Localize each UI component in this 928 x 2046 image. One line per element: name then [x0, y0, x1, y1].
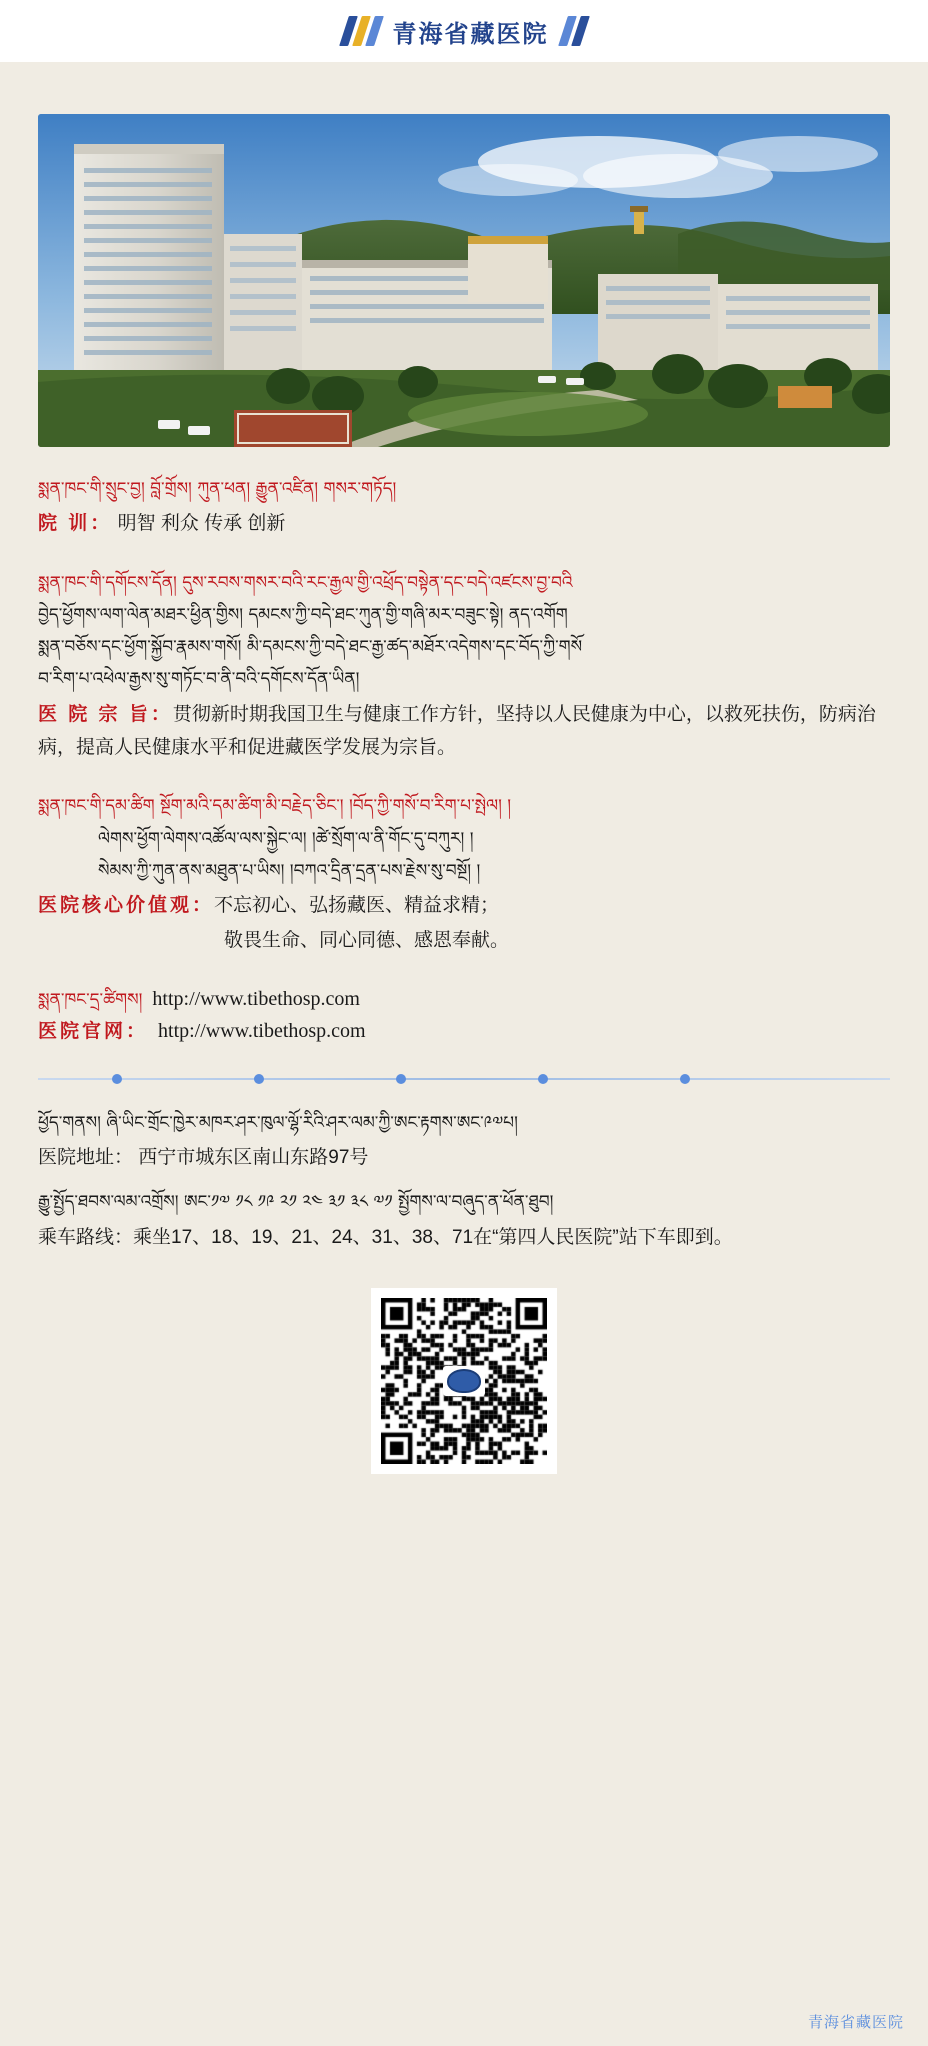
divider-bar	[38, 1078, 890, 1080]
motto-cn-row	[38, 507, 890, 540]
purpose-cn-text: 贯彻新时期我国卫生与健康工作方针，坚持以人民健康为中心，以救死扶伤，防病治病，提高人民健康水平和促进藏医学发展为宗旨。	[38, 703, 876, 758]
purpose-block	[38, 567, 890, 765]
header-right-slashes	[563, 16, 585, 46]
purpose-tibetan-line-2: བྱེད་ཕྱོགས་ལག་ལེན་མཐར་ཕྱིན་གྱིས། དམངས་ཀྱི་བདེ་ཐང་ཀུན་གྱི་གཞི་མར་བཟུང་སྟེ། ནད་འགོག	[38, 604, 568, 625]
dotted-divider	[38, 1073, 890, 1085]
address-block	[38, 1107, 890, 1175]
page-header	[0, 0, 928, 62]
values-block	[38, 790, 890, 957]
purpose-tibetan-line-3: སྨན་བཅོས་དང་ཕྱོག་སྐྱོབ་རྣམས་གསོ། མི་དམངས་ཀྱི་བདེ་ཐང་རྒྱ་ཚད་མཐོར་འདེགས་དང་བོད་ཀྱི་གསོ	[38, 637, 583, 658]
route-block	[38, 1186, 890, 1254]
hospital-photo-graphic	[38, 114, 890, 447]
website-tibetan-label: སྨན་ཁང་དྲ་ཚིགས།	[38, 989, 143, 1010]
values-cn-row	[38, 889, 890, 922]
values-tibetan-line-1: སྨན་ཁང་གི་དམ་ཚིག སྔོག་མའི་དམ་ཚིག་མི་བརྗེད་ཅིང་། །བོད་ཀྱི་གསོ་བ་རིག་པ་སྤེལ། །	[38, 796, 512, 817]
purpose-tibetan-line-4: བ་རིག་པ་འཕེལ་རྒྱས་སུ་གཏོང་བ་ནི་བའི་དགོངས་དོན་ཡིན།	[38, 669, 360, 690]
divider-dot-icon	[680, 1074, 690, 1084]
address-cn-label: 医院地址：	[38, 1147, 134, 1169]
qr-section	[38, 1288, 890, 1474]
address-cn-row	[38, 1141, 890, 1174]
divider-dot-icon	[112, 1074, 122, 1084]
website-tibetan-row	[38, 984, 890, 1016]
values-tibetan-line-3: སེམས་ཀྱི་ཀུན་ནས་མཐུན་པ་ཡིས། །བཀའ་དྲིན་དྲན་པས་རྗེས་སུ་བསྔོ། །	[98, 860, 481, 881]
route-tibetan: རྒྱུ་སྤྱོད་ཐབས་ལམ་འགྲོས། ཨང་༡༧ ༡༨ ༡༩ ༢༡ ༢༤ ༣༡ ༣༨ ༧༡ སྤྱོགས་ལ་བཞུད་ན་ཕོན་ཐུབ།	[38, 1192, 554, 1213]
motto-cn-text: 明智 利众 传承 创新	[117, 513, 286, 535]
motto-cn-label: 院 训：	[38, 513, 113, 535]
emblem-inner-shape	[447, 1369, 481, 1393]
divider-dot-icon	[538, 1074, 548, 1084]
address-cn-text: 西宁市城东区南山东路97号	[138, 1147, 369, 1169]
route-cn-row	[38, 1221, 890, 1254]
website-cn-url[interactable]: http://www.tibethosp.com	[158, 1019, 366, 1042]
hospital-emblem-icon	[443, 1366, 485, 1396]
purpose-cn-row	[38, 698, 890, 765]
purpose-cn-label: 医 院 宗 旨：	[38, 703, 173, 725]
divider-dot-icon	[254, 1074, 264, 1084]
website-block	[38, 984, 890, 1043]
divider-dot-icon	[396, 1074, 406, 1084]
purpose-tibetan-line-1: སྨན་ཁང་གི་དགོངས་དོན། དུས་རབས་གསར་བའི་རང་རྒྱལ་གྱི་འཕྲོད་བསྟེན་དང་བདེ་འཛངས་བྱ་བའི	[38, 572, 573, 593]
header-left-slashes	[344, 16, 379, 46]
route-cn-text: 乘坐17、18、19、21、24、31、38、71在“第四人民医院”站下车即到。	[133, 1226, 733, 1248]
page-content	[0, 114, 928, 1474]
page-title: 青海省藏医院	[392, 20, 549, 48]
motto-tibetan: སྨན་ཁང་གི་སྲུང་བྱ། བློ་གྲོས། ཀུན་ཕན། རྒྱུན་འཛིན། གསར་གཏོད།	[38, 479, 397, 499]
route-cn-label: 乘车路线：	[38, 1226, 134, 1248]
values-cn-text-line-2: 敬畏生命、同心同德、感恩奉献。	[224, 930, 510, 952]
hospital-photo	[38, 114, 890, 447]
values-tibetan-line-2: ལེགས་ཕྱོག་ལེགས་འཚོལ་ལས་སྐྱེང་ལ། །ཚེ་སྲོག་ལ་ནི་གོང་དུ་བཀུར། །	[98, 828, 474, 849]
values-cn-row-2	[38, 924, 890, 957]
website-cn-row	[38, 1016, 890, 1043]
values-cn-label: 医院核心价值观：	[38, 895, 215, 917]
qr-code[interactable]	[371, 1288, 557, 1474]
values-cn-text-line-1: 不忘初心、弘扬藏医、精益求精；	[214, 895, 500, 917]
motto-block	[38, 473, 890, 541]
footer-brand: 青海省藏医院	[807, 2014, 904, 2031]
website-tibetan-url[interactable]: http://www.tibethosp.com	[152, 987, 360, 1010]
address-tibetan: ཕྱོད་གནས། ཞི་ཡིང་གྲོང་ཁྱེར་མཁར་ཤར་ཁུལ་ལྷོ་རིའི་ཤར་ལམ་ཀྱི་ཨང་རྟགས་ཨང་༩༧པ།	[38, 1112, 518, 1133]
website-cn-label: 医院官网：	[38, 1020, 149, 1042]
